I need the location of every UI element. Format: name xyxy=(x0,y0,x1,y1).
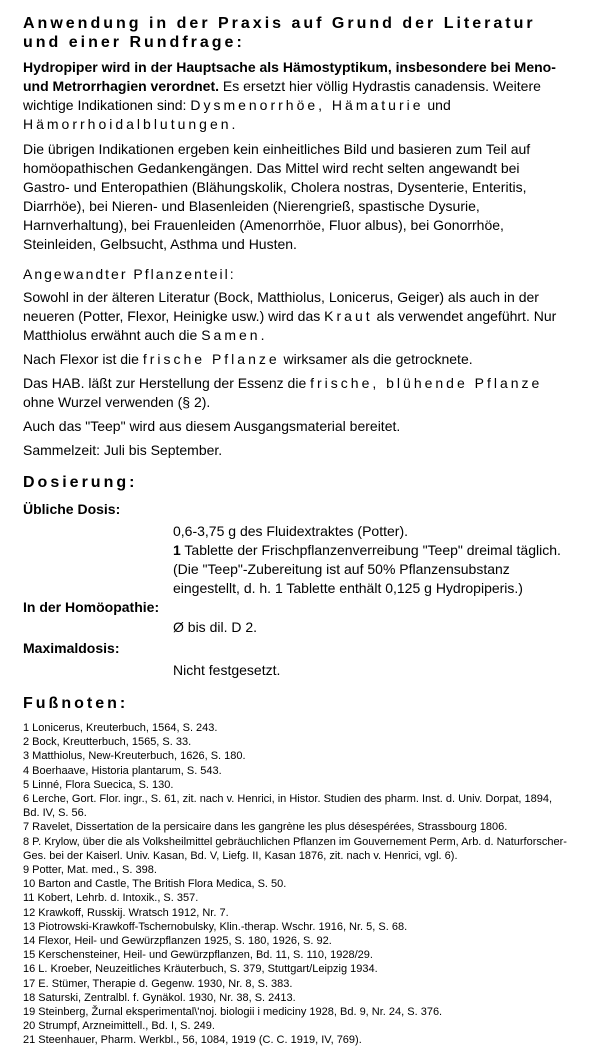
text-run: als verwendet angeführt. Nur Matthiolus erwähnt auch die xyxy=(23,308,557,343)
footnote-item: 14 Flexor, Heil- und Gewürzpflanzen 1925, S. 180, 1926, S. 92. xyxy=(23,935,332,948)
bold-number: 1 xyxy=(173,542,181,558)
section-heading-footnotes: Fußnoten: xyxy=(23,695,129,712)
paragraph-plant-hab xyxy=(23,374,568,412)
footnote-item: 19 Steinberg, Žurnal eksperimental\'noj. biologii i mediciny 1928, Bd. 9, Nr. 24, S. 376. xyxy=(23,1006,443,1019)
text-run: und xyxy=(423,97,451,113)
footnote-item: 18 Saturski, Zentralbl. f. Gynäkol. 1930, Nr. 38, S. 2413. xyxy=(23,991,296,1004)
footnote-item: 7 Ravelet, Dissertation de la persicaire dans les gangrène les plus désespérées, Strassbourg 1806. xyxy=(23,821,508,834)
footnote-item: 20 Strumpf, Arzneimittell., Bd. I, S. 249. xyxy=(23,1020,215,1033)
footnote-item: 6 Lerche, Gort. Flor. ingr., S. 61, zit. nach v. Henrici, in Histor. Studien des pharm. Inst. d. Univ. Dorpat, 1894, Bd. IV, S. 56. xyxy=(23,793,553,820)
dosage-label-usual: Übliche Dosis: xyxy=(23,501,121,517)
paragraph-plant-teep: Auch das "Teep" wird aus diesem Ausgangsmaterial bereitet. xyxy=(23,418,401,434)
paragraph-plant-literature xyxy=(23,288,568,345)
dosage-label-maximum: Maximaldosis: xyxy=(23,640,120,656)
spaced-term: Kraut xyxy=(324,308,373,324)
text-run: Nach Flexor ist die xyxy=(23,351,143,367)
text-run: Tablette der Frischpflanzenverreibung "Teep" dreimal täglich. (Die "Teep"-Zubereitung ist auf 50% Pflanzensubstanz eingestellt, d. h. 1 Tablette enthält 0,125 g Hydropiperis.) xyxy=(173,542,561,596)
footnote-item: 21 Steenhauer, Pharm. Werkbl., 56, 1084, 1919 (C. C. 1919, IV, 769). xyxy=(23,1034,362,1047)
footnote-item: 9 Potter, Mat. med., S. 398. xyxy=(23,864,157,877)
footnote-item: 15 Kerschensteiner, Heil- und Gewürzpflanzen, Bd. 11, S. 110, 1928/29. xyxy=(23,949,373,962)
spaced-term: Hämorrhoidalblutungen. xyxy=(23,116,239,132)
text-run: ohne Wurzel verwenden (§ 2). xyxy=(23,394,211,410)
bold-lead-text: Hydropiper wird in der Hauptsache als Hämostyptikum, insbesondere bei Meno- und Metrorrhagien verordnet. xyxy=(23,59,556,94)
footnote-list xyxy=(23,721,568,1048)
dosage-value-fluid-extract: 0,6-3,75 g des Fluidextraktes (Potter). xyxy=(173,523,408,539)
footnote-item: 4 Boerhaave, Historia plantarum, S. 543. xyxy=(23,764,222,777)
dosage-value-homeopathy: Ø bis dil. D 2. xyxy=(173,619,258,635)
footnote-item: 17 E. Stümer, Therapie d. Gegenw. 1930, Nr. 8, S. 383. xyxy=(23,977,293,990)
section-heading-plant-part: Angewandter Pflanzenteil: xyxy=(23,266,236,282)
dosage-value-teep xyxy=(23,541,568,598)
paragraph-other-indications: Die übrigen Indikationen ergeben kein einheitliches Bild und basieren zum Teil auf homöopathischen Gedankengängen. Das Mittel wird recht selten angewandt bei Gastro- und Enteropathien (Blähungskolik, Cholera nostras, Dysenterie, Enteritis, Diarrhöe), bei Nieren- und Blasenleiden (Nierengrieß, spastische Dysurie, Harnverhaltung), bei Frauenleiden (Amenorrhöe, Fluor albus), bei Gonorrhöe, Steinleiden, Gelbsucht, Asthma und Husten. xyxy=(23,141,531,252)
footnote-item: 13 Piotrowski-Krawkoff-Tschernobulsky, Klin.-therap. Wschr. 1916, Nr. 5, S. 68. xyxy=(23,920,408,933)
paragraph-plant-flexor xyxy=(23,350,568,369)
text-run: wirksamer als die getrocknete. xyxy=(279,351,473,367)
spaced-term: Dysmenorrhöe, Hämaturie xyxy=(190,97,424,113)
spaced-term: frische, blühende Pflanze xyxy=(310,375,543,391)
footnote-item: 16 L. Kroeber, Neuzeitliches Kräuterbuch, S. 379, Stuttgart/Leipzig 1934. xyxy=(23,963,378,976)
footnote-item: 3 Matthiolus, New-Kreuterbuch, 1626, S. 180. xyxy=(23,750,246,763)
footnote-item: 2 Bock, Kreutterbuch, 1565, S. 33. xyxy=(23,736,192,749)
footnote-item: 11 Kobert, Lehrb. d. Intoxik., S. 357. xyxy=(23,892,199,905)
spaced-term: frische Pflanze xyxy=(142,351,280,367)
section-heading-dosage: Dosierung: xyxy=(23,474,138,491)
document-page xyxy=(23,14,568,1048)
dosage-value-maximum: Nicht festgesetzt. xyxy=(173,662,281,678)
footnote-item: 1 Lonicerus, Kreuterbuch, 1564, S. 243. xyxy=(23,722,218,734)
dosage-label-homeopathy: In der Homöopathie: xyxy=(23,599,160,615)
text-run: Das HAB. läßt zur Herstellung der Essenz die xyxy=(23,375,311,391)
paragraph-collection-time: Sammelzeit: Juli bis September. xyxy=(23,442,223,458)
footnote-item: 5 Linné, Flora Suecica, S. 130. xyxy=(23,778,174,791)
footnote-item: 8 P. Krylow, über die als Volksheilmittel gebräuchlichen Pflanzen im Gouvernement Perm, Arb. d. Naturforscher-Ges. bei der Kaiserl. Univ. Kasan, Bd. V, Liefg. II, Kasan 1876, zit. nach v. Henrici, vgl. 6). xyxy=(23,835,567,862)
footnote-item: 12 Krawkoff, Russkij. Wratsch 1912, Nr. 7. xyxy=(23,906,229,919)
text-run: Es ersetzt hier völlig Hydrastis canadensis. Weitere wichtige Indikationen sind: xyxy=(23,78,541,113)
spaced-term: Samen. xyxy=(201,327,268,343)
footnote-item: 10 Barton and Castle, The British Flora Medica, S. 50. xyxy=(23,878,287,891)
section-heading-application: Anwendung in der Praxis auf Grund der Literatur und einer Rundfrage: xyxy=(23,15,536,51)
text-run: Sowohl in der älteren Literatur (Bock, Matthiolus, Lonicerus, Geiger) als auch in der neueren (Potter, Flexor, Heinigke usw.) wird das xyxy=(23,289,539,324)
paragraph-indications-main xyxy=(23,58,568,134)
